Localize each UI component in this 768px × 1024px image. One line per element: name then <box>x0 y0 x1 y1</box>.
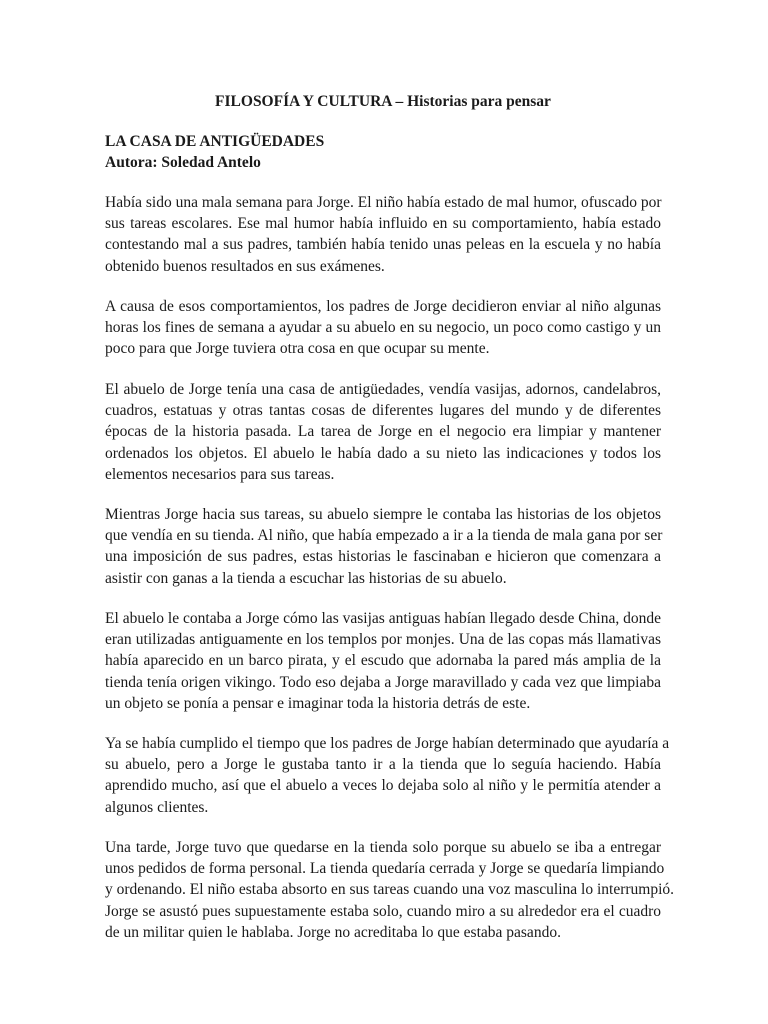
paragraph-line: Mientras Jorge hacia sus tareas, su abuelo siempre le contaba las historias de los objetos <box>105 506 661 523</box>
paragraph-line: épocas de la historia pasada. La tarea de Jorge en el negocio era limpiar y mantener <box>105 423 661 441</box>
paragraph-line: contestando mal a sus padres, también había tenido unas peleas en la escuela y no había <box>105 236 661 254</box>
paragraph-line: que vendía en su tienda. Al niño, que había empezado a ir a la tienda de mala gana por ser <box>105 527 663 545</box>
paragraph-line: tienda tenía origen vikingo. Todo eso dejaba a Jorge maravillado y cada vez que limpiaba <box>105 673 661 691</box>
paragraph-line: El abuelo de Jorge tenía una casa de antigüedades, vendía vasijas, adornos, candelabros, <box>105 381 661 398</box>
paragraph-line: A causa de esos comportamientos, los padres de Jorge decidieron enviar al niño algunas <box>105 298 661 315</box>
paragraph-line: y ordenando. El niño estaba absorto en sus tareas cuando una voz masculina lo interrumpió. <box>105 881 675 899</box>
paragraph-5 <box>105 608 661 714</box>
paragraph-line: Ya se había cumplido el tiempo que los padres de Jorge habían determinado que ayudaría a <box>105 735 670 752</box>
paragraph-line: unos pedidos de forma personal. La tienda quedaría cerrada y Jorge se quedaría limpiando <box>105 860 665 878</box>
paragraph-line: ordenados los objetos. El abuelo le había dado a su nieto las indicaciones y todos los <box>105 444 661 462</box>
paragraph-line: horas los fines de semana a ayudar a su abuelo en su negocio, un poco como castigo y un <box>105 319 661 337</box>
story-title: LA CASA DE ANTIGÜEDADES <box>105 133 325 150</box>
paragraph-line: El abuelo le contaba a Jorge cómo las vasijas antiguas habían llegado desde China, donde <box>105 610 661 627</box>
paragraph-line: algunos clientes. <box>105 798 209 816</box>
paragraph-line: Una tarde, Jorge tuvo que quedarse en la tienda solo porque su abuelo se iba a entregar <box>105 839 661 856</box>
paragraph-line: de un militar quien le hablaba. Jorge no acreditaba lo que estaba pasando. <box>105 923 561 941</box>
paragraph-2 <box>105 296 661 360</box>
document-header-title: FILOSOFÍA Y CULTURA – Historias para pensar <box>215 93 551 110</box>
paragraph-line: su abuelo, pero a Jorge le gustaba tanto ir a la tienda que lo seguía haciendo. Había <box>105 756 661 774</box>
paragraph-line: asistir con ganas a la tienda a escuchar las historias de su abuelo. <box>105 569 507 587</box>
paragraph-line: poco para que Jorge tuviera otra cosa en que ocupar su mente. <box>105 340 490 358</box>
paragraph-line: Jorge se asustó pues supuestamente estaba solo, cuando miro a su alrededor era el cuadro <box>105 902 661 920</box>
paragraph-line: Había sido una mala semana para Jorge. El niño había estado de mal humor, ofuscado por <box>105 194 662 211</box>
story-author: Autora: Soledad Antelo <box>105 154 261 171</box>
paragraph-7 <box>105 837 675 943</box>
paragraph-3 <box>105 379 661 485</box>
paragraph-line: obtenido buenos resultados en sus exámenes. <box>105 257 385 275</box>
paragraph-line: eran utilizadas antiguamente en los templos por monjes. Una de las copas más llamativas <box>105 631 661 649</box>
paragraph-line: un objeto se ponía a pensar e imaginar toda la historia detrás de este. <box>105 694 531 712</box>
paragraph-line: elementos necesarios para sus tareas. <box>105 465 335 483</box>
paragraph-line: una imposición de sus padres, estas historias le fascinaban e hicieron que comenzara a <box>105 548 661 566</box>
paragraph-4 <box>105 504 661 589</box>
paragraph-line: aprendido mucho, así que el abuelo a veces lo dejaba solo al niño y le permitía atender a <box>105 777 661 795</box>
paragraph-line: había aparecido en un barco pirata, y el escudo que adornaba la pared más amplia de la <box>105 652 661 670</box>
paragraph-line: sus tareas escolares. Ese mal humor había influido en su comportamiento, había estado <box>105 215 661 233</box>
paragraph-6 <box>105 733 670 818</box>
paragraph-1 <box>105 192 661 277</box>
paragraph-line: cuadros, estatuas y otras tantas cosas de diferentes lugares del mundo y de diferentes <box>105 402 661 420</box>
